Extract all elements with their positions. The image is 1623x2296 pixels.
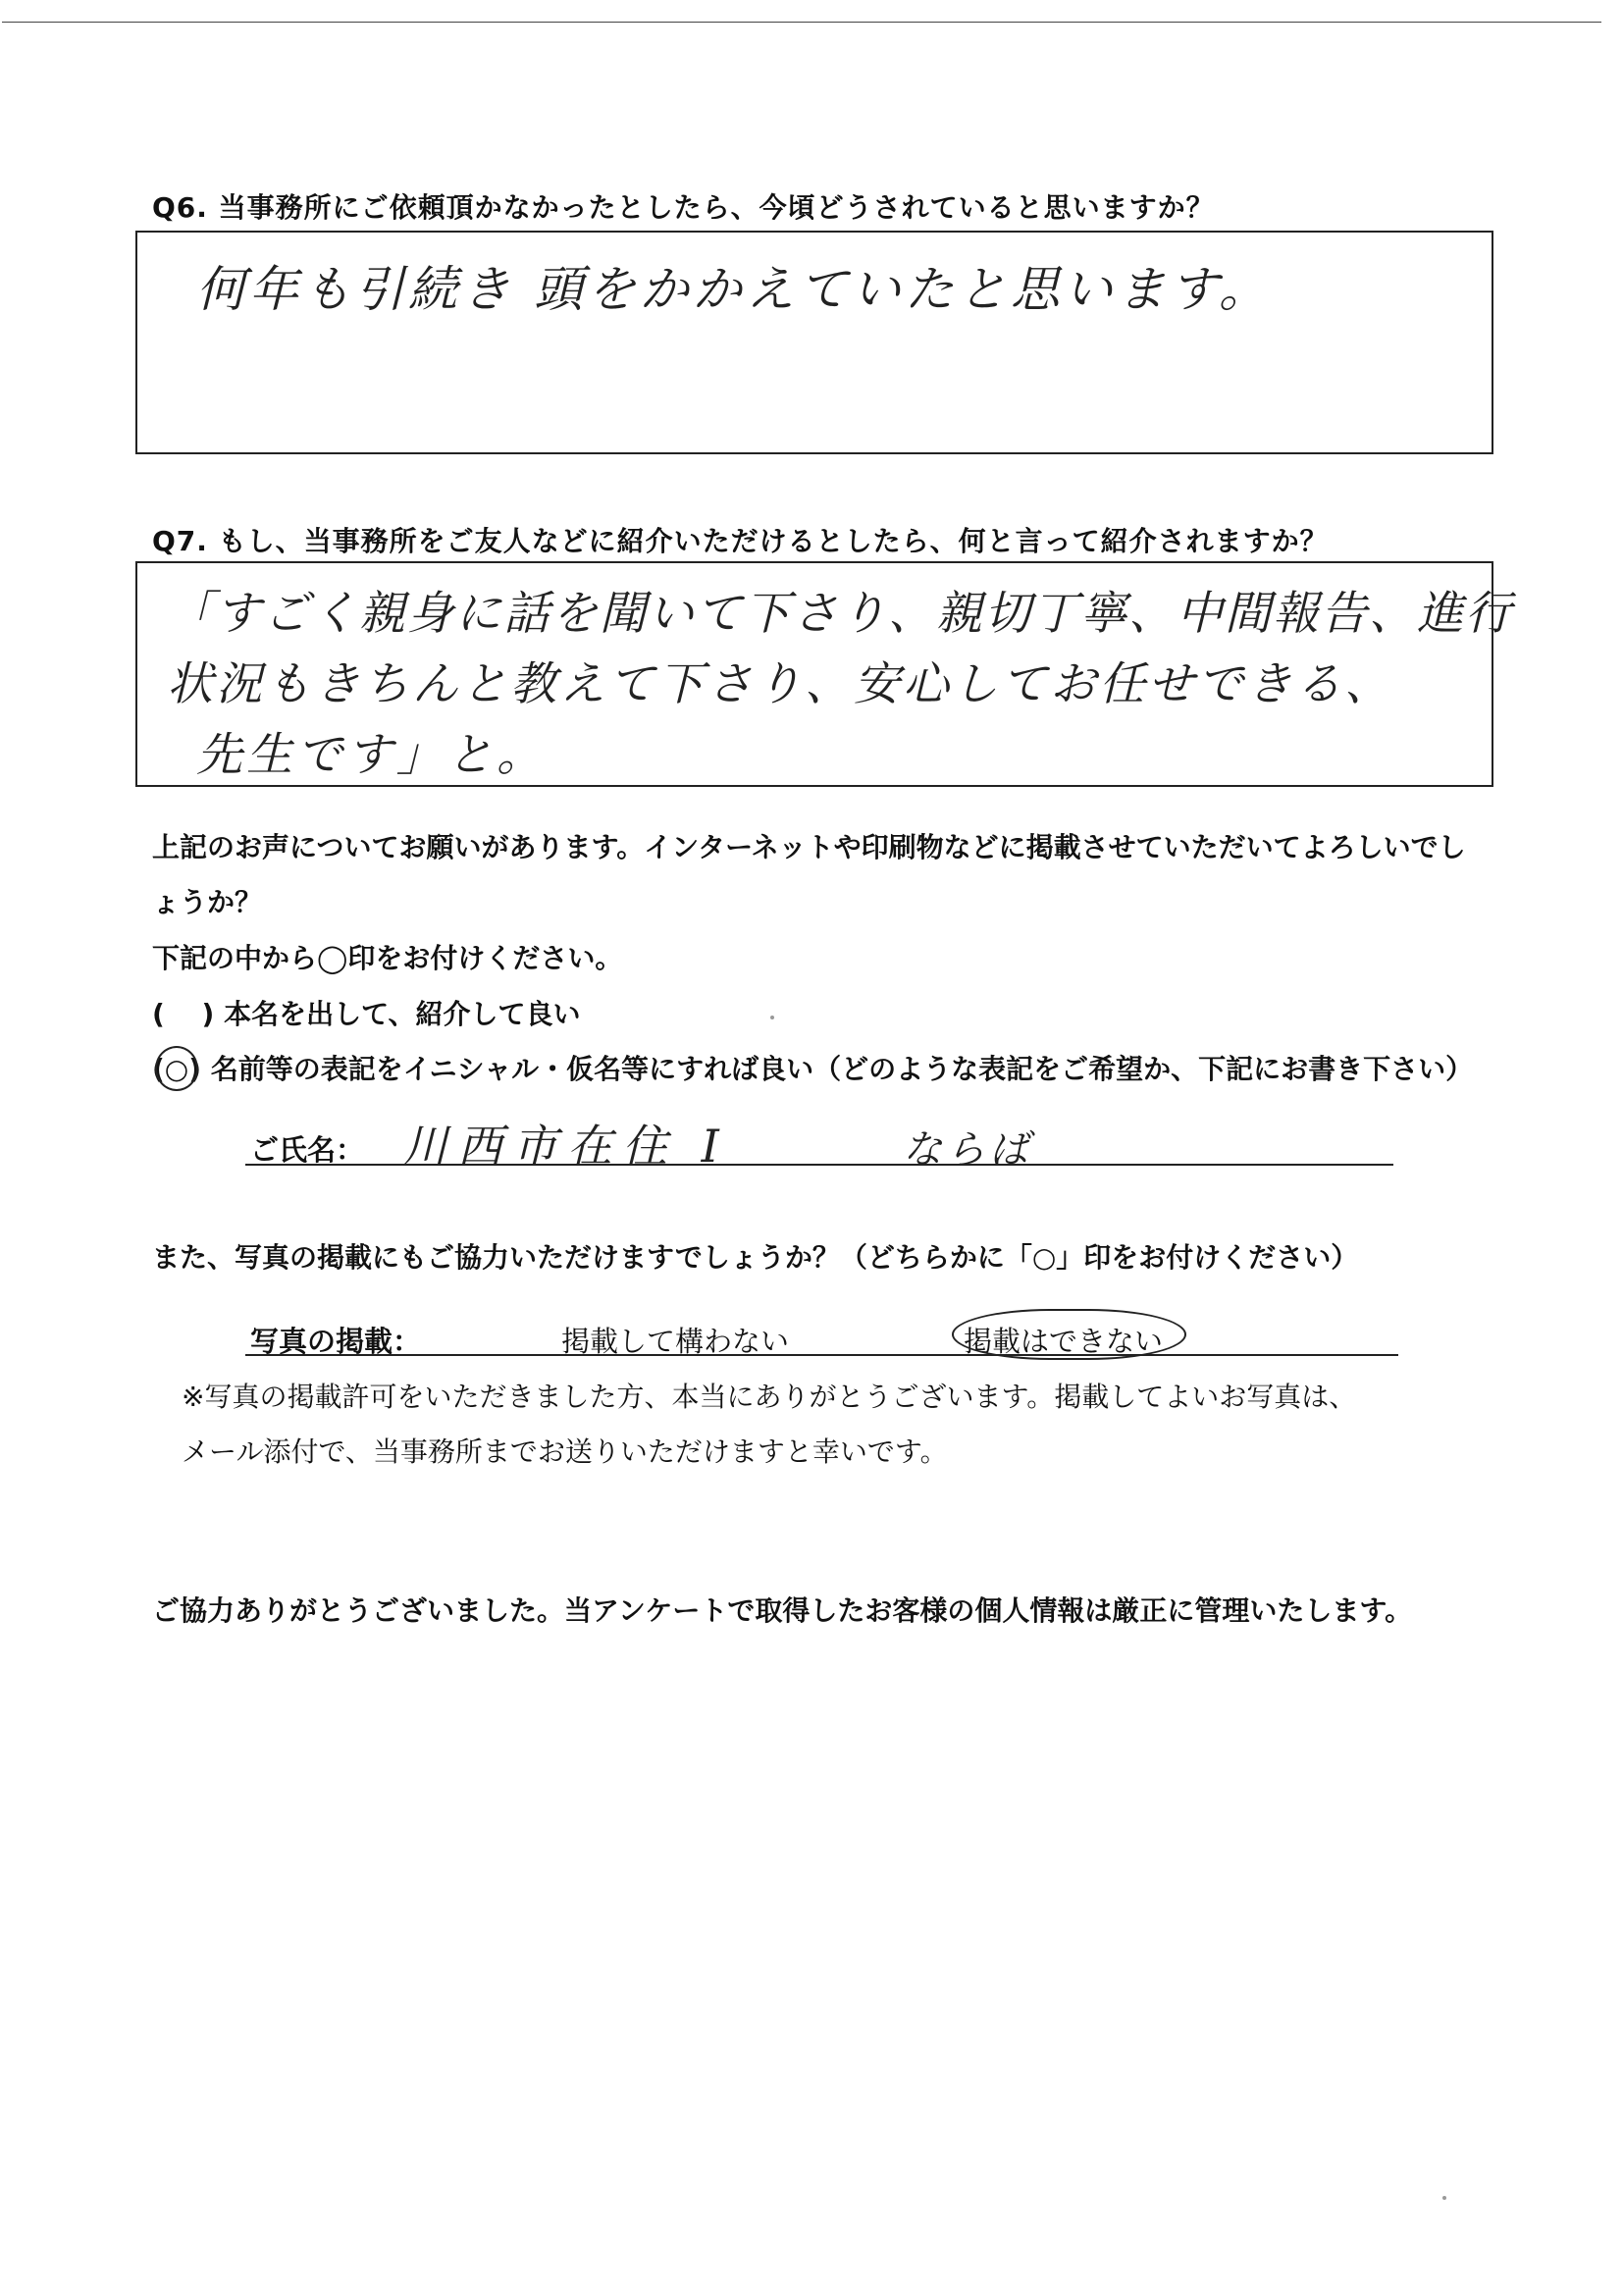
- photo-note-line1: ※写真の掲載許可をいただきました方、本当にありがとうございます。掲載してよいお写真は、: [182, 1381, 1357, 1413]
- option-real-name[interactable]: [152, 993, 581, 1032]
- q6-question: Q6. 当事務所にご依頼頂かなかったとしたら、今頃どうされていると思いますか？: [152, 191, 1215, 224]
- option-initials-circle-mark: [155, 1046, 198, 1091]
- q7-answer-box: [135, 561, 1513, 787]
- top-border-line: [2, 22, 1601, 23]
- consent-instruction: 下記の中から◯印をお付けください。: [152, 942, 623, 974]
- photo-question: また、写真の掲載にもご協力いただけますでしょうか？（どちらかに「○」印をお付けください）: [152, 1241, 1359, 1274]
- option-real-name-mark[interactable]: ( ): [152, 998, 215, 1030]
- option-initials-text: 名前等の表記をイニシャル・仮名等にすれば良い（どのような表記をご希望か、下記にお書き下さい）: [210, 1053, 1474, 1085]
- name-suffix-handwriting: ならば: [903, 1127, 1032, 1173]
- name-label: ご氏名：: [250, 1133, 365, 1167]
- option-initials[interactable]: [152, 1048, 1473, 1087]
- photo-option-deny[interactable]: 掲載はできない: [964, 1325, 1164, 1358]
- q6-answer-handwriting: 何年も引続き 頭をかかえていたと思います。: [196, 261, 1272, 318]
- option-initials-mark[interactable]: (○): [152, 1053, 202, 1085]
- photo-option-allow[interactable]: 掲載して構わない: [561, 1325, 790, 1358]
- q6-answer-box: [135, 231, 1493, 454]
- q7-question: Q7. もし、当事務所をご友人などに紹介いただけるとしたら、何と言って紹介されますか？: [152, 525, 1329, 557]
- q7-answer-line2: 状況もきちんと教えて下さり、安心してお任せできる、: [167, 657, 1393, 711]
- consent-request-line1: 上記のお声についてお願いがあります。インターネットや印刷物などに掲載させていただいてよろしいでし: [152, 831, 1466, 863]
- name-value-handwriting: 川西市在住 I: [402, 1120, 729, 1173]
- q7-answer-line3: 先生です」と。: [196, 728, 547, 782]
- photo-option-deny-circle-mark: [952, 1309, 1186, 1360]
- scan-speck: [1442, 2196, 1446, 2200]
- consent-request-line2: ょうか？: [152, 886, 263, 918]
- option-real-name-text: 本名を出して、紹介して良い: [224, 998, 581, 1030]
- q7-answer-line1: 「すごく親身に話を聞いて下さり、親切丁寧、中間報告、進行: [167, 587, 1513, 641]
- scan-speck: [770, 1016, 774, 1019]
- photo-note-line2: メール添付で、当事務所までお送りいただけますと幸いです。: [182, 1435, 948, 1468]
- footer-thanks: ご協力ありがとうございました。当アンケートで取得したお客様の個人情報は厳正に管理いたします。: [152, 1594, 1413, 1627]
- photo-label: 写真の掲載：: [250, 1325, 422, 1358]
